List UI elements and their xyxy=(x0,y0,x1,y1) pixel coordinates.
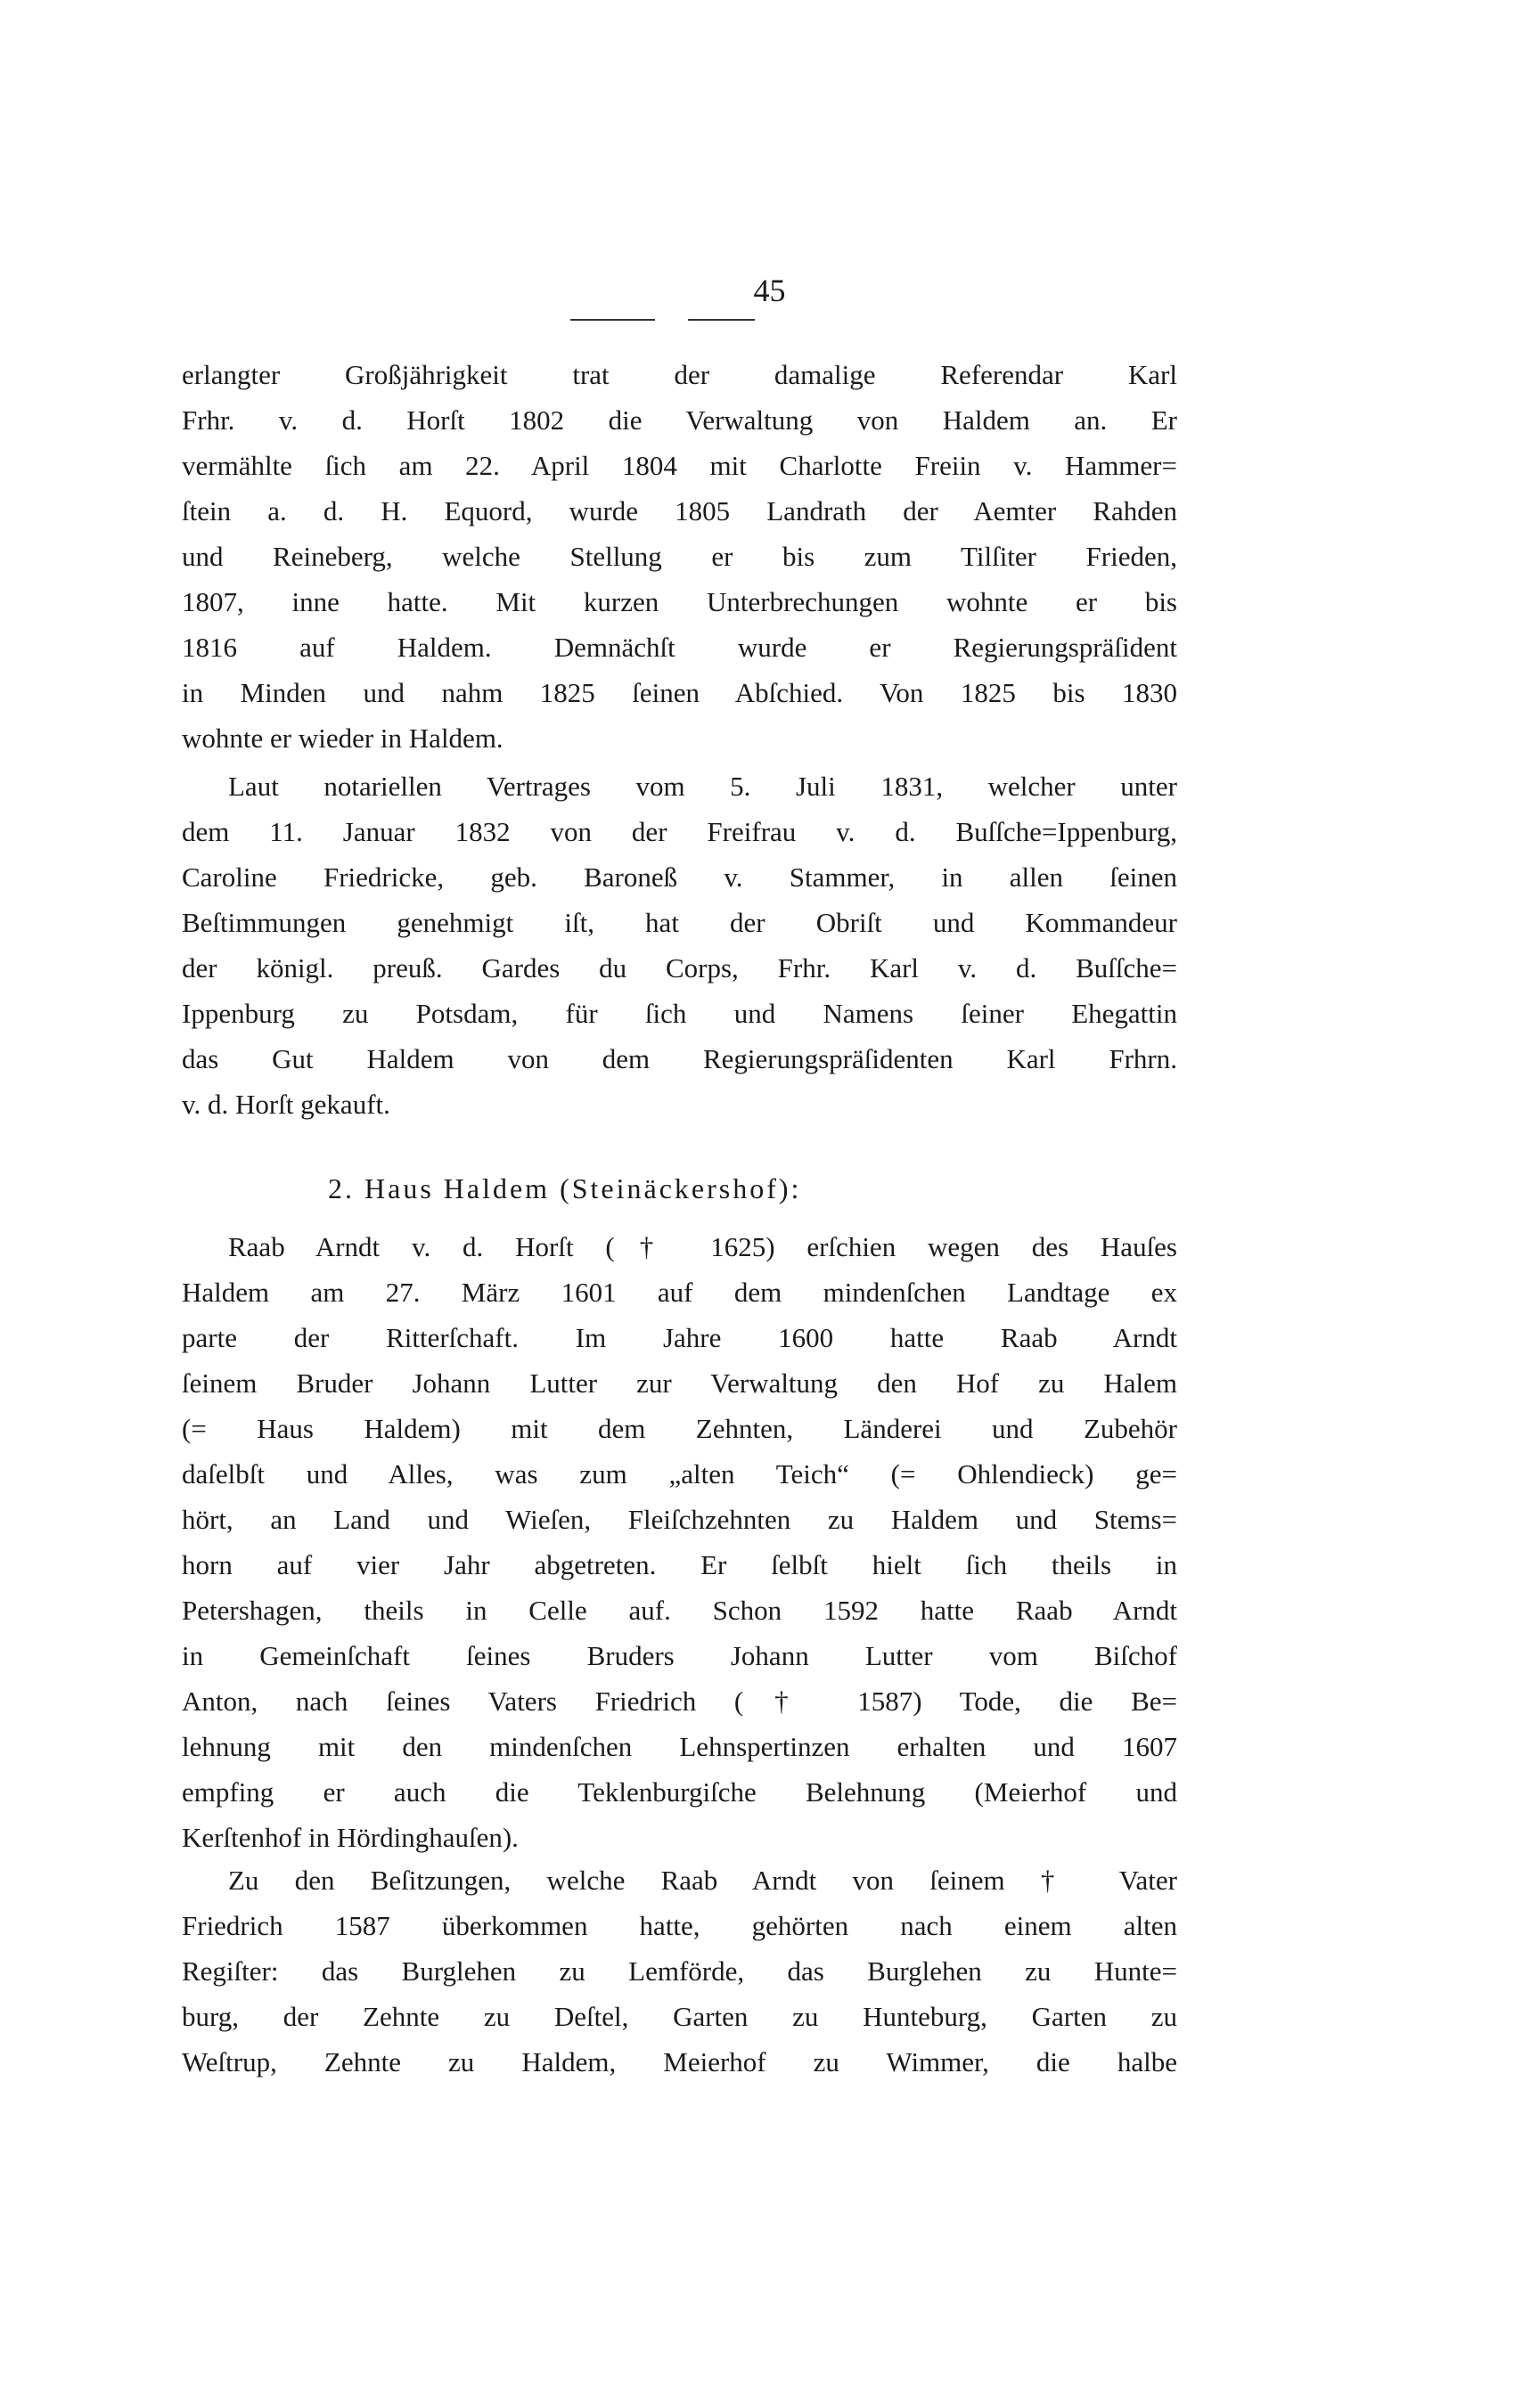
text-line: das Gut Haldem von dem Regierungspräſidenten Karl Frhrn. xyxy=(182,1043,1177,1074)
text-line: ſtein a. d. H. Equord, wurde 1805 Landrath der Aemter Rahden xyxy=(182,495,1177,526)
paragraph-2 xyxy=(182,763,1177,1127)
text-line: Friedrich 1587 überkommen hatte, gehörten nach einem alten xyxy=(182,1910,1177,1941)
text-line: hört, an Land und Wieſen, Fleiſchzehnten zu Haldem und Stems= xyxy=(182,1504,1177,1535)
text-line: Beſtimmungen genehmigt iſt, hat der Obriſt und Kommandeur xyxy=(182,907,1177,938)
text-line: vermählte ſich am 22. April 1804 mit Charlotte Freiin v. Hammer= xyxy=(182,450,1177,481)
paragraph-4 xyxy=(182,1857,1177,2085)
text-line: lehnung mit den mindenſchen Lehnspertinzen erhalten und 1607 xyxy=(182,1731,1177,1762)
text-line: wohnte er wieder in Haldem. xyxy=(182,722,503,754)
section-heading: 2. Haus Haldem (Steinäckershof): xyxy=(328,1172,802,1204)
text-line: v. d. Horſt gekauft. xyxy=(182,1089,390,1120)
text-line: Anton, nach ſeines Vaters Friedrich († 1587) Tode, die Be= xyxy=(182,1686,1177,1717)
text-line: Haldem am 27. März 1601 auf dem mindenſchen Landtage ex xyxy=(182,1277,1177,1308)
text-line: in Minden und nahm 1825 ſeinen Abſchied. Von 1825 bis 1830 xyxy=(182,677,1177,708)
text-line: ſeinem Bruder Johann Lutter zur Verwaltung den Hof zu Halem xyxy=(182,1367,1177,1399)
text-line: Caroline Friedricke, geb. Baroneß v. Stammer, in allen ſeinen xyxy=(182,861,1177,893)
text-line: daſelbſt und Alles, was zum „alten Teich“ (= Ohlendieck) ge= xyxy=(182,1458,1177,1490)
text-line: der königl. preuß. Gardes du Corps, Frhr. Karl v. d. Buſſche= xyxy=(182,952,1177,984)
text-line: Regiſter: das Burglehen zu Lemförde, das Burglehen zu Hunte= xyxy=(182,1955,1177,1987)
text-line: erlangter Großjährigkeit trat der damalige Referendar Karl xyxy=(182,359,1177,390)
header-rule-right xyxy=(688,319,755,321)
text-line: Zu den Beſitzungen, welche Raab Arndt von ſeinem † Vater xyxy=(228,1865,1177,1896)
paragraph-3 xyxy=(182,1224,1177,1860)
page-number: 45 xyxy=(753,273,786,308)
text-line: burg, der Zehnte zu Deſtel, Garten zu Hunteburg, Garten zu xyxy=(182,2001,1177,2032)
text-line: Weſtrup, Zehnte zu Haldem, Meierhof zu Wimmer, die halbe xyxy=(182,2046,1177,2077)
paragraph-1 xyxy=(182,352,1177,761)
text-line: 1816 auf Haldem. Demnächſt wurde er Regierungspräſident xyxy=(182,632,1177,663)
text-line: Kerſtenhof in Hördinghauſen). xyxy=(182,1822,519,1853)
text-line: Ippenburg zu Potsdam, für ſich und Namens ſeiner Ehegattin xyxy=(182,998,1177,1029)
text-line: Petershagen, theils in Celle auf. Schon 1592 hatte Raab Arndt xyxy=(182,1595,1177,1626)
text-line: und Reineberg, welche Stellung er bis zum Tilſiter Frieden, xyxy=(182,541,1177,572)
header-rule-left xyxy=(570,319,655,321)
text-line: (= Haus Haldem) mit dem Zehnten, Länderei und Zubehör xyxy=(182,1413,1177,1444)
text-line: Raab Arndt v. d. Horſt († 1625) erſchien wegen des Hauſes xyxy=(228,1231,1177,1262)
text-line: in Gemeinſchaft ſeines Bruders Johann Lutter vom Biſchof xyxy=(182,1640,1177,1671)
text-line: 1807, inne hatte. Mit kurzen Unterbrechungen wohnte er bis xyxy=(182,586,1177,617)
text-line: parte der Ritterſchaft. Im Jahre 1600 hatte Raab Arndt xyxy=(182,1322,1177,1353)
text-line: dem 11. Januar 1832 von der Freifrau v. d. Buſſche=Ippenburg, xyxy=(182,816,1177,847)
text-line: Laut notariellen Vertrages vom 5. Juli 1831, welcher unter xyxy=(228,771,1177,802)
text-line: empfing er auch die Teklenburgiſche Belehnung (Meierhof und xyxy=(182,1776,1177,1808)
text-line: Frhr. v. d. Horſt 1802 die Verwaltung von Haldem an. Er xyxy=(182,404,1177,436)
text-line: horn auf vier Jahr abgetreten. Er ſelbſt hielt ſich theils in xyxy=(182,1549,1177,1580)
